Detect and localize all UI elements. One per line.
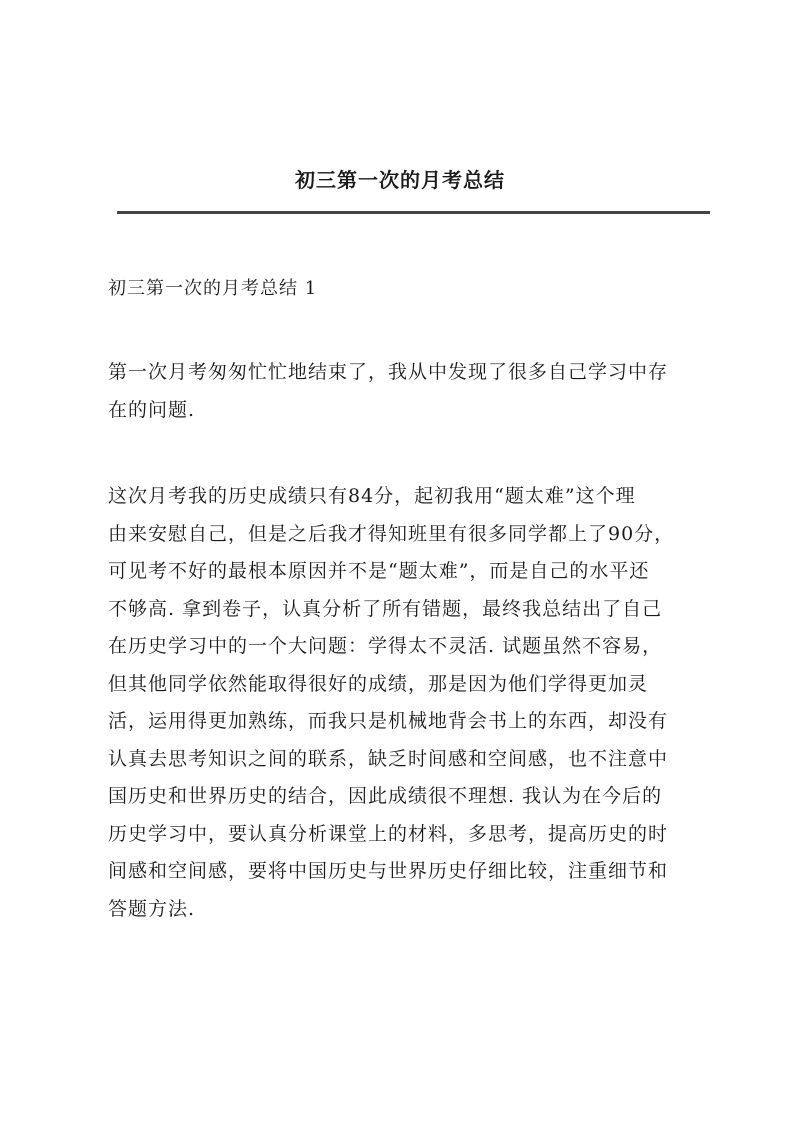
paragraph-1 — [108, 354, 710, 429]
paragraph-line: 由来安慰自己，但是之后我才得知班里有很多同学都上了90分， — [108, 522, 675, 545]
paragraph-line: 可见考不好的最根本原因并不是“题太难”，而是自己的水平还 — [108, 560, 650, 582]
document-title: 初三第一次的月考总结 — [295, 168, 505, 192]
paragraph-line: 不够高. 拿到卷子，认真分析了所有错题，最终我总结出了自己 — [108, 597, 663, 620]
paragraph-line: 这次月考我的历史成绩只有84分，起初我用“题太难”这个理 — [108, 485, 636, 507]
paragraph-line: 在的问题. — [108, 398, 196, 421]
paragraph-line: 在历史学习中的一个大问题：学得太不灵活. 试题虽然不容易， — [108, 635, 663, 657]
paragraph-2 — [108, 478, 710, 928]
paragraph-line: 第一次月考匆匆忙忙地结束了，我从中发现了很多自己学习中存 — [108, 361, 669, 383]
title-divider — [117, 211, 710, 214]
paragraph-line: 国历史和世界历史的结合，因此成绩很不理想. 我认为在今后的 — [108, 785, 663, 807]
paragraph-line: 认真去思考知识之间的联系，缺乏时间感和空间感，也不注意中 — [108, 747, 669, 770]
paragraph-line: 活，运用得更加熟练，而我只是机械地背会书上的东西，却没有 — [108, 710, 669, 732]
paragraph-line: 历史学习中，要认真分析课堂上的材料，多思考，提高历史的时 — [108, 822, 669, 845]
paragraph-line: 但其他同学依然能取得很好的成绩，那是因为他们学得更加灵 — [108, 672, 649, 695]
section-heading: 初三第一次的月考总结 1 — [108, 278, 318, 299]
paragraph-line: 答题方法. — [108, 897, 196, 920]
paragraph-line: 间感和空间感，要将中国历史与世界历史仔细比较，注重细节和 — [108, 860, 669, 882]
